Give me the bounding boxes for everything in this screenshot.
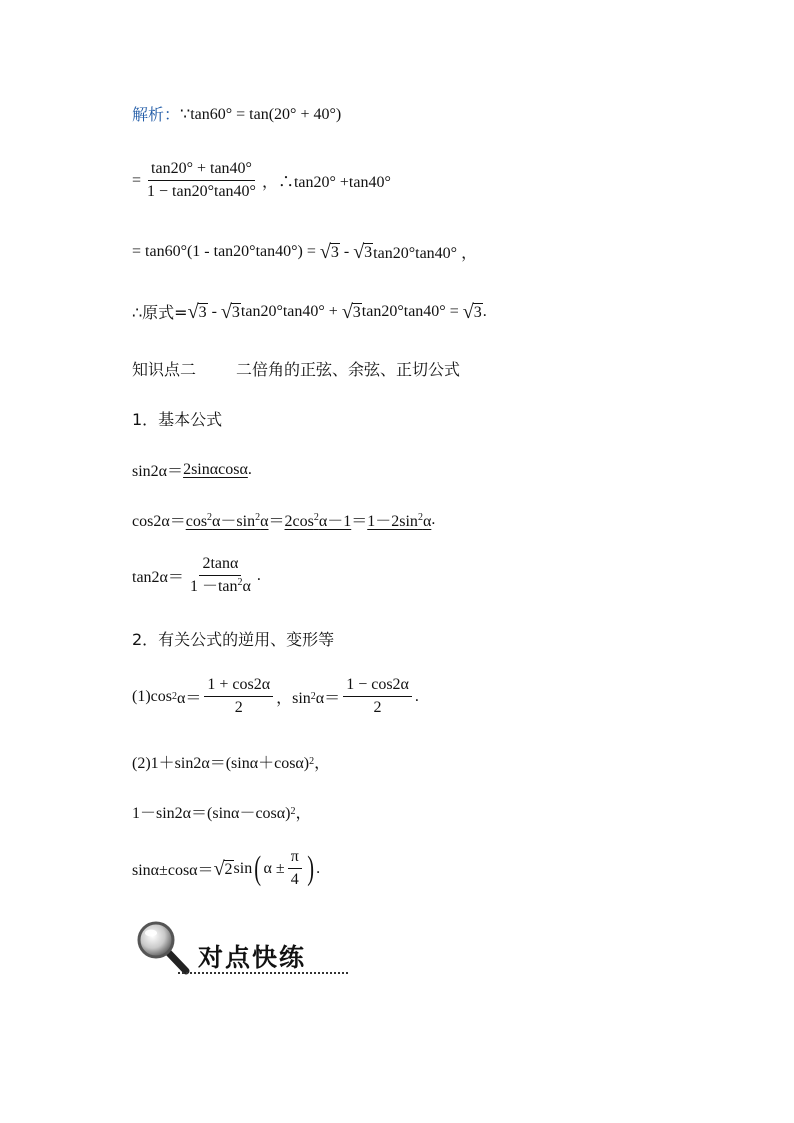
solution-line-2: = $\frac{\tan 20^\circ + \tan 40^\circ}{1 - \tan 20^\circ\tan 40^\circ}$ ，∴tan20° +tan40° bbox=[132, 160, 391, 200]
solution-line-3: = tan60°(1 - tan20°tan40°) = √ 3 - √ 3 tan20°tan40° ， bbox=[132, 241, 478, 263]
fraction-sin-sq: $\frac{1 - \cos 2\alpha}{2}$ bbox=[343, 676, 412, 717]
exercise-section-header bbox=[136, 920, 348, 976]
formula-sum-square: (2)1＋sin2α＝(sinα＋cosα) 2 ， bbox=[132, 755, 331, 772]
sqrt-symbol: √ 3 bbox=[220, 301, 240, 323]
exercise-title: 对点快练 bbox=[198, 943, 307, 972]
fraction-pi-over-4: $\frac{\pi}{4}$ bbox=[288, 848, 302, 889]
solution-text: ∵tan60° = tan(20° + 40°) bbox=[180, 105, 342, 123]
formula-tan2a: tan2α＝ $\frac{2\tan\alpha}{1 -\tan^2\alpha}$ . bbox=[132, 555, 261, 595]
subheading-basic-formulas: 1．基本公式 bbox=[132, 410, 223, 429]
fraction-tan-sum: $\frac{\tan 20^\circ + \tan 40^\circ}{1 - \tan 20^\circ\tan 40^\circ}$ bbox=[147, 160, 256, 200]
knowledge-point-label: 知识点二 bbox=[132, 360, 197, 379]
magnifier-icon bbox=[136, 920, 192, 976]
sqrt-symbol: √ 3 bbox=[319, 241, 339, 263]
knowledge-point-heading bbox=[132, 357, 460, 380]
solution-label: 解析 bbox=[132, 105, 165, 124]
sqrt-symbol: √ 3 bbox=[462, 301, 482, 323]
sqrt-symbol: √ 3 bbox=[187, 301, 207, 323]
subheading-formula-variants: 2．有关公式的逆用、变形等 bbox=[132, 630, 335, 649]
formula-auxiliary-angle: sinα±cosα＝ √ 2 sin ( α ± $\frac{\pi}{4}$ ) . bbox=[132, 848, 321, 888]
dotted-divider bbox=[178, 972, 348, 974]
sqrt-symbol: √ 3 bbox=[341, 301, 361, 323]
formula-diff-square: 1－sin2α＝(sinα－cosα) 2 ， bbox=[132, 805, 312, 822]
knowledge-point-title: 二倍角的正弦、余弦、正切公式 bbox=[236, 360, 461, 379]
solution-line-4: ∴原式= √ 3 - √ 3 tan20°tan40° + √ 3 tan20°tan40° = √ 3 . bbox=[132, 301, 487, 323]
formula-sin2a: sin2α＝ 2sinαcosα . bbox=[132, 460, 252, 480]
sqrt-symbol: √ 3 bbox=[353, 241, 373, 263]
formula-power-reduction: (1)cos 2 α＝ $\frac{1 + \cos 2\alpha}{2}$ ，sin 2 α＝ $\frac{1 - \cos 2\alpha}{2}$ . bbox=[132, 676, 419, 716]
formula-cos2a: cos2α＝ $\cos^2\alpha-\sin^2\alpha$ ＝ $2\cos^2\alpha-1$ ＝ $1-2\sin^2\alpha$ . bbox=[132, 510, 436, 530]
sqrt-symbol: √ 2 bbox=[213, 858, 233, 880]
fraction-tan2a: $\frac{2\tan\alpha}{1 -\tan^2\alpha}$ bbox=[189, 555, 251, 595]
fraction-cos-sq: $\frac{1 + \cos 2\alpha}{2}$ bbox=[204, 676, 273, 717]
solution-line-1: 解析 ： ∵tan60° = tan(20° + 40°) bbox=[132, 102, 341, 125]
